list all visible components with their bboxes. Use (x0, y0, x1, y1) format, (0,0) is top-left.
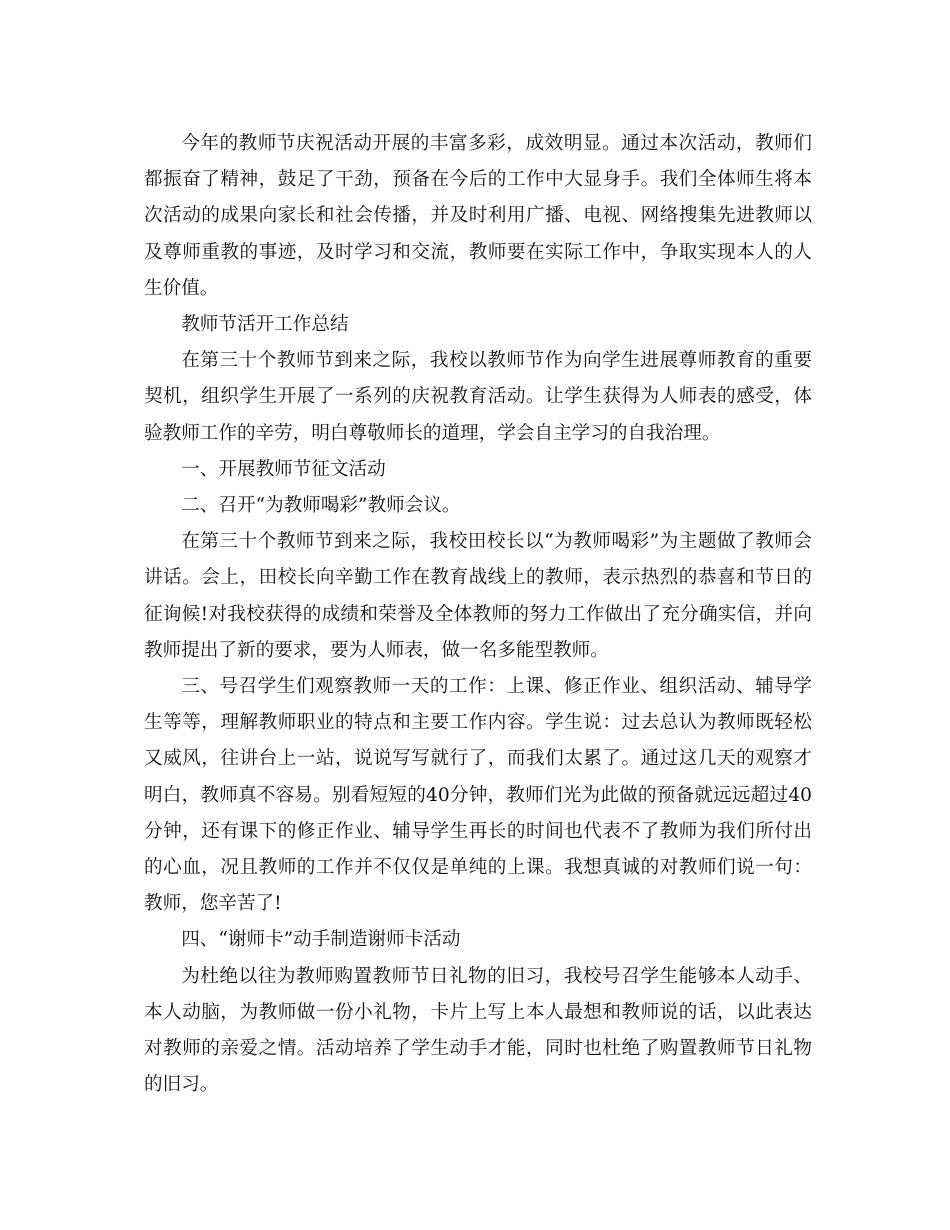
heading-item-1: 一、开展教师节征文活动 (181, 458, 386, 480)
paragraph-meeting: 在第三十个教师节到来之际，我校田校长以“为教师喝彩”为主题做了教师会讲话。会上，田校长向辛勤工作在教育战线上的教师，表示热烈的恭喜和节日的征询候!对我校获得的成绩和荣誉及全体教师的努力工作做出了充分确实信，并向教师提出了新的要求，要为人师表，做一名多能型教师。 (144, 531, 812, 661)
heading-item-2: 二、召开“为教师喝彩”教师会议。 (181, 495, 461, 517)
section-title: 教师节活开工作总结 (181, 314, 349, 336)
paragraph-summary: 今年的教师节庆祝活动开展的丰富多彩，成效明显。通过本次活动，教师们都振奋了精神，鼓足了干劲，预备在今后的工作中大显身手。我们全体师生将本次活动的成果向家长和社会传播，并及时利用广播、电视、网络搜集先进教师以及尊师重教的事迹，及时学习和交流，教师要在实际工作中，争取实现本人的人生价值。 (144, 133, 812, 299)
document-body (144, 126, 812, 1103)
paragraph-item-3: 三、号召学生们观察教师一天的工作：上课、修正作业、组织活动、辅导学生等等，理解教师职业的特点和主要工作内容。学生说：过去总认为教师既轻松又威风，往讲台上一站，说说写写就行了，而我们太累了。通过这几天的观察才明白，教师真不容易。别看短短的40分钟，教师们光为此做的预备就远远超过40分钟，还有课下的修正作业、辅导学生再长的时间也代表不了教师为我们所付出的心血，况且教师的工作并不仅仅是单纯的上课。我想真诚的对教师们说一句：教师，您辛苦了! (144, 676, 812, 915)
heading-item-4: 四、“谢师卡”动手制造谢师卡活动 (181, 929, 461, 951)
paragraph-thank-card: 为杜绝以往为教师购置教师节日礼物的旧习，我校号召学生能够本人动手、本人动脑，为教师做一份小礼物，卡片上写上本人最想和教师说的话，以此表达对教师的亲爱之情。活动培养了学生动手才能，同时也杜绝了购置教师节日礼物的旧习。 (144, 965, 812, 1096)
paragraph-intro: 在第三十个教师节到来之际，我校以教师节作为向学生进展尊师教育的重要契机，组织学生开展了一系列的庆祝教育活动。让学生获得为人师表的感受，体验教师工作的辛劳，明白尊敬师长的道理，学会自主学习的自我治理。 (144, 350, 812, 444)
